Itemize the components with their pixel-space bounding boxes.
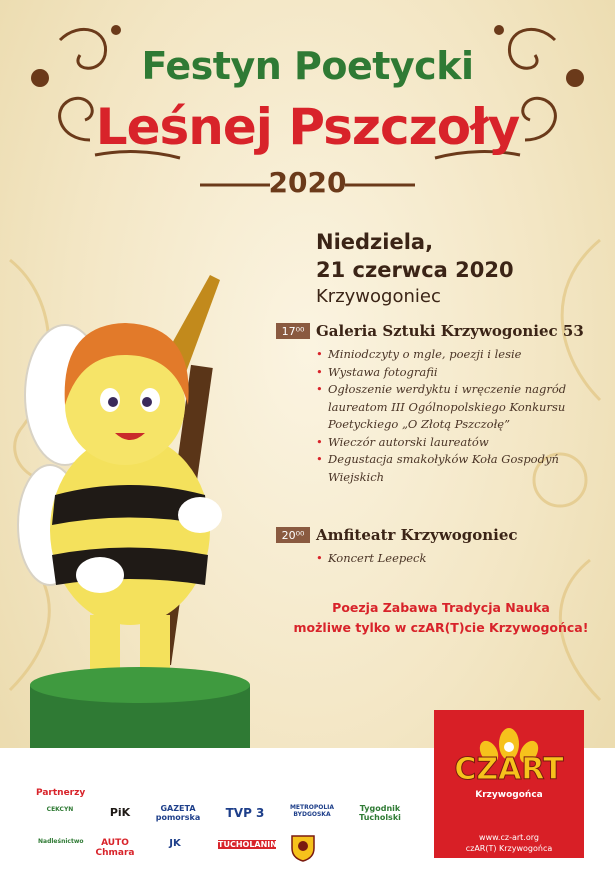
partner-logo-auto-chmara[interactable]: AUTO Chmara xyxy=(95,838,135,858)
title-line-2: Leśnej Pszczoły xyxy=(95,98,520,156)
partner-logo-tygodnik[interactable]: Tygodnik Tucholski xyxy=(359,804,401,822)
program-item: • Wystawa fotografii xyxy=(316,364,606,382)
partner-logo-tvp3[interactable]: TVP 3 xyxy=(225,806,265,820)
venue-title: Amfiteatr Krzywogoniec xyxy=(316,526,518,544)
event-date-text: 21 czerwca 2020 xyxy=(316,258,514,282)
partner-logo-metropolia[interactable]: METROPOLIA BYDGOSKA xyxy=(289,804,335,818)
partner-logo-nadlesnictwo[interactable]: Nadleśnictwo xyxy=(38,838,84,845)
partner-logo-pik[interactable]: PiK xyxy=(109,806,131,819)
title-year: 2020 xyxy=(268,166,347,199)
coat-of-arms-icon xyxy=(290,834,316,862)
slogan xyxy=(276,598,606,638)
program-item: • Miniodczyty o mgle, poezji i lesie xyxy=(316,346,606,364)
program-items xyxy=(316,346,606,486)
bee-figure-illustration xyxy=(10,255,270,795)
title-line-1: Festyn Poetycki xyxy=(141,44,474,88)
program-items xyxy=(316,550,606,568)
program-item: • Wieczór autorski laureatów xyxy=(316,434,606,452)
partner-logo-jk[interactable]: JK xyxy=(169,838,181,849)
czart-brand-box[interactable] xyxy=(434,710,584,858)
facebook-link[interactable]: czAR(T) Krzywogońca xyxy=(465,844,553,853)
program-item: • Koncert Leepeck xyxy=(316,550,606,568)
event-place: Krzywogoniec xyxy=(316,286,441,307)
program-item: • Ogłoszenie werdyktu i wręczenie nagród laureatom III Ogólnopolskiego Konkursu Poetyckiego „O Złotą Pszczołę” xyxy=(316,381,606,434)
event-day: Niedziela, xyxy=(316,230,434,254)
partner-logo-tucholanin[interactable]: TUCHOLANIN xyxy=(218,840,277,849)
program-item: • Degustacja smakołyków Koła Gospodyń Wiejskich xyxy=(316,451,606,486)
time-badge: 17⁰⁰ xyxy=(276,323,310,339)
slogan-line-1: Poezja Zabawa Tradycja Nauka xyxy=(332,600,550,615)
czart-logo-text: CZART xyxy=(454,752,564,787)
slogan-line-2: możliwe tylko w czAR(T)cie Krzywogońca! xyxy=(293,620,589,635)
event-date xyxy=(316,228,606,310)
website-link[interactable]: www.cz-art.org xyxy=(479,833,539,842)
partner-logo-gazeta[interactable]: GAZETA pomorska xyxy=(155,804,201,822)
czart-logo-subtext: Krzywogońca xyxy=(475,790,543,800)
program-section-1 xyxy=(276,320,606,486)
time-badge: 20⁰⁰ xyxy=(276,527,310,543)
partners-label: Partnerzy xyxy=(36,788,86,798)
venue-title: Galeria Sztuki Krzywogoniec 53 xyxy=(316,322,584,340)
contact-info xyxy=(434,832,584,854)
program-section-2 xyxy=(276,524,606,568)
partner-logo-cekcyn[interactable]: CEKCYN xyxy=(46,806,74,813)
